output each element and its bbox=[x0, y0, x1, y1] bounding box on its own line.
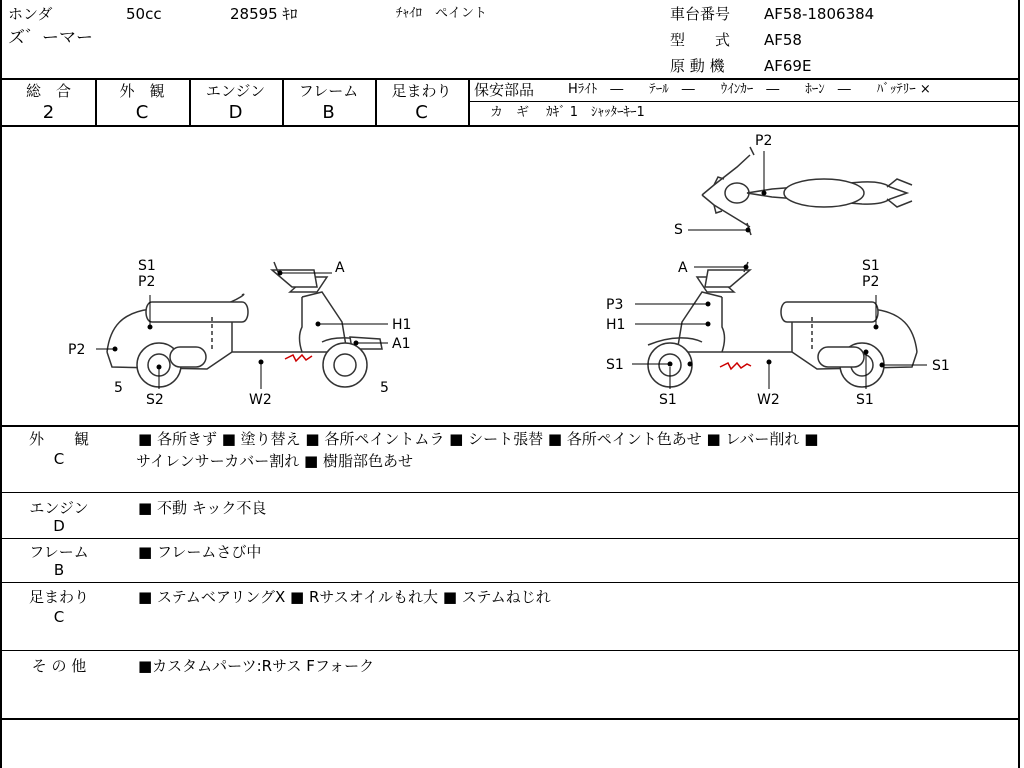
label-left-p2: P2 bbox=[68, 342, 86, 358]
label-left-s1: S1 bbox=[138, 258, 156, 274]
suspension-grade-value: C bbox=[415, 102, 428, 123]
mileage: 28595 ｷﾛ bbox=[230, 5, 298, 23]
model-name: ズ゛ーマー bbox=[8, 28, 93, 48]
label-top-p2: P2 bbox=[755, 133, 773, 149]
divider bbox=[2, 492, 1018, 493]
overall-label: 総 合 bbox=[25, 82, 71, 100]
remarks-other-text: ■カスタムパーツ:Rサス Fフォーク bbox=[138, 657, 375, 675]
label-left-w2: W2 bbox=[249, 392, 272, 408]
remarks-engine-grade: D bbox=[53, 517, 65, 535]
label-right-p2: P2 bbox=[862, 274, 880, 290]
label-left-5b: 5 bbox=[380, 380, 389, 396]
engine-type-value: AF69E bbox=[764, 57, 812, 75]
remarks-frame-label: フレーム bbox=[29, 543, 89, 561]
frame-no-label: 車台番号 bbox=[670, 5, 731, 23]
exterior-grade-value: C bbox=[135, 102, 149, 123]
key-info: カ ギ ｶｷﾞ 1 ｼｬｯﾀｰｷｰ1 bbox=[490, 105, 645, 120]
remarks-suspension-text: ■ ステムベアリングX ■ Rサスオイルもれ大 ■ ステムねじれ bbox=[138, 588, 551, 606]
frame-grade-label: フレーム bbox=[298, 82, 359, 100]
remarks-frame-grade: B bbox=[53, 561, 65, 579]
label-top-s: S bbox=[674, 222, 683, 238]
frame-grade-value: B bbox=[322, 102, 335, 123]
remarks-engine-text: ■ 不動 キック不良 bbox=[138, 499, 267, 517]
label-right-p3: P3 bbox=[606, 297, 624, 313]
divider bbox=[2, 538, 1018, 539]
label-left-h1: H1 bbox=[392, 317, 412, 333]
label-right-s1-right: S1 bbox=[932, 358, 950, 374]
divider bbox=[468, 78, 470, 126]
engine-grade-label: エンジン bbox=[205, 82, 266, 100]
label-left-5a: 5 bbox=[114, 380, 123, 396]
overall-value: 2 bbox=[42, 102, 55, 123]
divider bbox=[468, 101, 1018, 102]
label-left-a1: A1 bbox=[392, 336, 411, 352]
label-right-s1-top: S1 bbox=[862, 258, 880, 274]
label-right-s1-left: S1 bbox=[606, 357, 624, 373]
type-label: 型 式 bbox=[670, 31, 731, 49]
divider bbox=[2, 718, 1018, 720]
frame-no-value: AF58-1806384 bbox=[764, 5, 875, 23]
displacement: 50cc bbox=[126, 5, 162, 23]
divider bbox=[2, 582, 1018, 583]
remarks-frame-text: ■ フレームさび中 bbox=[138, 543, 262, 561]
label-left-s2: S2 bbox=[146, 392, 164, 408]
divider bbox=[2, 650, 1018, 651]
label-right-h1: H1 bbox=[606, 317, 626, 333]
label-right-a: A bbox=[678, 260, 688, 276]
type-value: AF58 bbox=[764, 31, 802, 49]
color: ﾁｬｲﾛ ペイント bbox=[396, 6, 488, 21]
divider bbox=[2, 425, 1018, 427]
remarks-exterior-line1: ■ 各所きず ■ 塗り替え ■ 各所ペイントムラ ■ シート張替 ■ 各所ペイント色あせ ■ レバー削れ ■ bbox=[138, 430, 819, 448]
damage-diagram bbox=[2, 127, 1018, 425]
suspension-grade-label: 足まわり bbox=[391, 82, 452, 100]
remarks-exterior-label: 外 観 bbox=[28, 430, 89, 448]
engine-grade-value: D bbox=[228, 102, 243, 123]
remarks-suspension-grade: C bbox=[53, 608, 65, 626]
remarks-suspension-label: 足まわり bbox=[28, 588, 89, 606]
label-right-w2: W2 bbox=[757, 392, 780, 408]
safety-label: 保安部品 bbox=[474, 81, 535, 99]
safety-items: Hﾗｲﾄ ― ﾃｰﾙ ― ｳｲﾝｶｰ ― ﾎｰﾝ ― ﾊﾞｯﾃﾘｰ × bbox=[568, 82, 931, 97]
label-right-s1-bottom-right: S1 bbox=[856, 392, 874, 408]
maker: ホンダ bbox=[8, 5, 53, 23]
remarks-engine-label: エンジン bbox=[29, 499, 89, 517]
label-left-a: A bbox=[335, 260, 345, 276]
label-left-p2-top: P2 bbox=[138, 274, 156, 290]
remarks-other-label: そ の 他 bbox=[31, 657, 87, 675]
exterior-grade-label: 外 観 bbox=[119, 82, 165, 100]
remarks-exterior-line2: サイレンサーカバー割れ ■ 樹脂部色あせ bbox=[136, 452, 413, 470]
label-right-s1-bottom-left: S1 bbox=[659, 392, 677, 408]
remarks-exterior-grade: C bbox=[53, 450, 65, 468]
engine-type-label: 原 動 機 bbox=[670, 57, 725, 75]
